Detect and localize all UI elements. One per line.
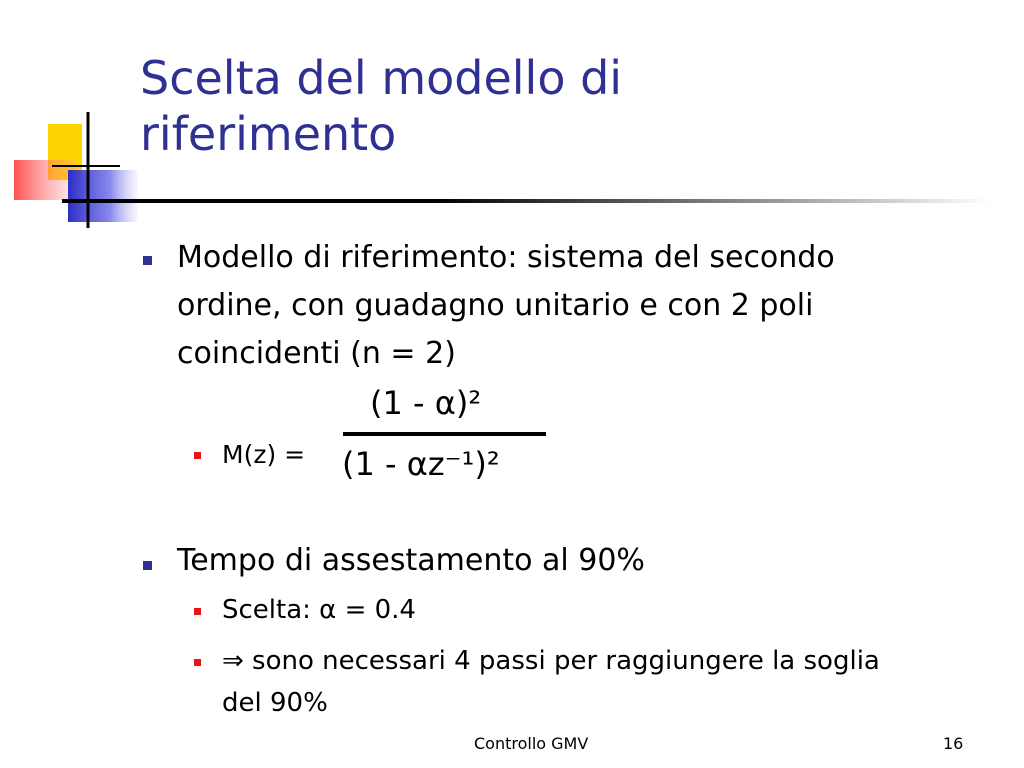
slide-title-line1: Scelta del modello di — [140, 51, 623, 105]
slide-title — [140, 50, 1000, 162]
bullet-line: Modello di riferimento: sistema del secondo — [177, 240, 835, 275]
equation-lhs: M(z) = — [222, 440, 306, 469]
subbullet-marker — [194, 452, 201, 459]
subbullet-line: ⇒ sono necessari 4 passi per raggiungere la soglia — [222, 646, 880, 676]
equation-denominator: (1 - αz⁻¹)² — [342, 445, 500, 483]
deco-blue-bar — [68, 170, 138, 222]
subbullet-line: del 90% — [222, 688, 328, 718]
bullet-reference-model — [177, 234, 977, 378]
subbullet-choice: Scelta: α = 0.4 — [222, 595, 416, 625]
subbullet-result — [222, 640, 1002, 724]
slide-title-line2: riferimento — [140, 107, 397, 161]
bullet-marker — [143, 561, 152, 570]
footer-title: Controllo GMV — [474, 734, 589, 753]
bullet-line: ordine, con guadagno unitario e con 2 poli — [177, 288, 814, 323]
decorative-corner-graphic — [0, 0, 150, 240]
subbullet-marker — [194, 659, 201, 666]
bullet-line: coincidenti (n = 2) — [177, 336, 456, 371]
page-number: 16 — [943, 734, 964, 753]
equation-numerator: (1 - α)² — [370, 384, 482, 422]
bullet-marker — [143, 256, 152, 265]
fraction-bar — [343, 432, 546, 436]
bullet-settling-time: Tempo di assestamento al 90% — [177, 543, 645, 578]
title-underline — [62, 199, 992, 203]
subbullet-marker — [194, 608, 201, 615]
